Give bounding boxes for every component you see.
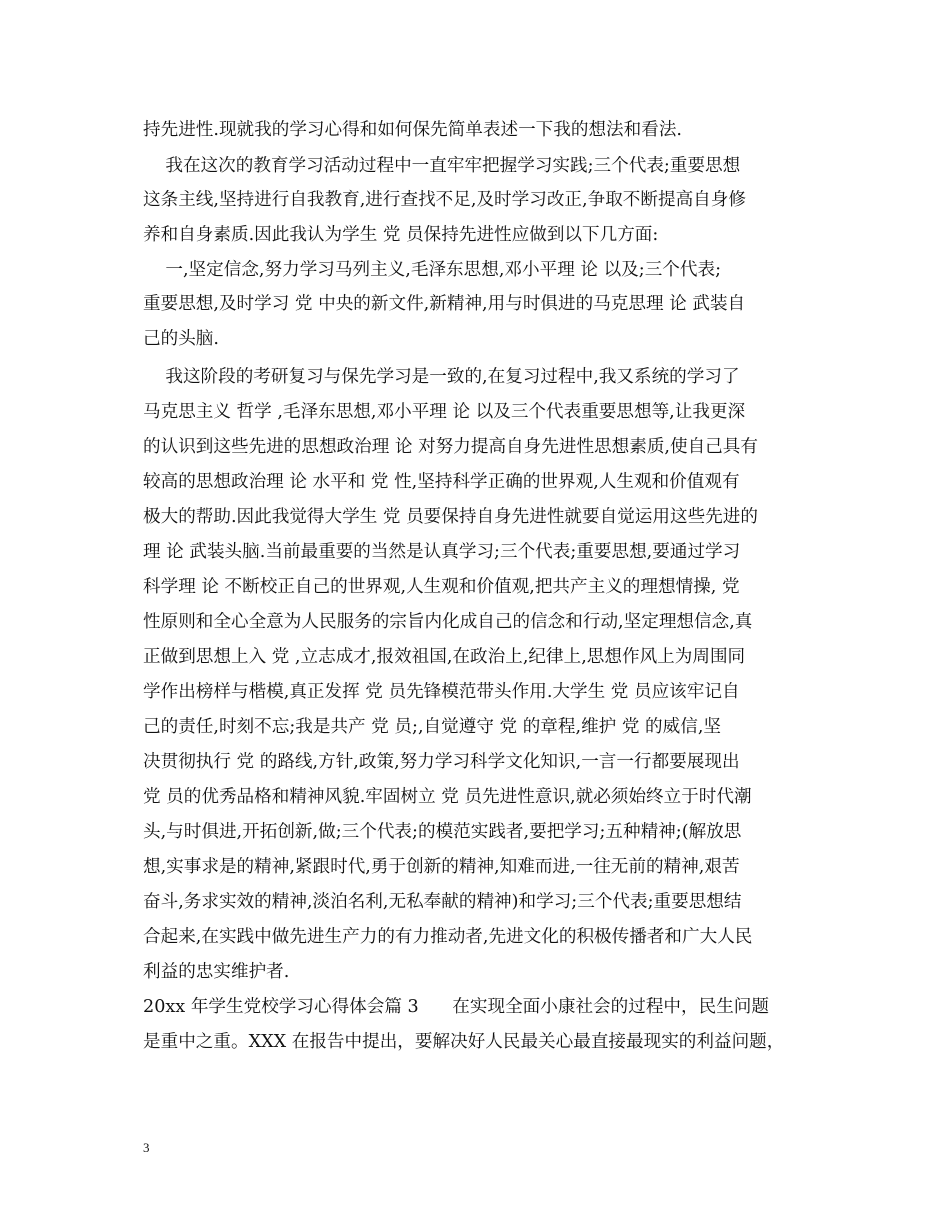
text-line: 学作出榜样与楷模,真正发挥 党 员先锋模范带头作用.大学生 党 员应该牢记自 bbox=[143, 682, 740, 702]
text-line: 己的责任,时刻不忘;我是共产 党 员;,自觉遵守 党 的章程,维护 党 的威信,坚 bbox=[143, 717, 722, 737]
text-line: 较高的思想政治理 论 水平和 党 性,坚持科学正确的世界观,人生观和价值观有 bbox=[143, 472, 740, 492]
text-line: 决贯彻执行 党 的路线,方针,政策,努力学习科学文化知识,一言一行都要展现出 bbox=[143, 752, 740, 772]
text-line: 极大的帮助.因此我觉得大学生 党 员要保持自身先进性就要自觉运用这些先进的 bbox=[143, 507, 758, 527]
text-line: 想,实事求是的精神,紧跟时代,勇于创新的精神,知难而进,一往无前的精神,艰苦 bbox=[143, 857, 740, 877]
page-number: 3 bbox=[143, 1140, 150, 1155]
text-line: 奋斗,务求实效的精神,淡泊名利,无私奉献的精神)和学习;三个代表;重要思想结 bbox=[143, 892, 742, 912]
text-line: 性原则和全心全意为人民服务的宗旨内化成自己的信念和行动,坚定理想信念,真 bbox=[143, 612, 753, 632]
text-line: 我这阶段的考研复习与保先学习是一致的,在复习过程中,我又系统的学习了 bbox=[143, 367, 740, 387]
text-line: 一,坚定信念,努力学习马列主义,毛泽东思想,邓小平理 论 以及;三个代表; bbox=[143, 260, 722, 280]
text-line: 合起来,在实践中做先进生产力的有力推动者,先进文化的积极传播者和广大人民 bbox=[143, 927, 753, 947]
text-line: 头,与时俱进,开拓创新,做;三个代表;的模范实践者,要把学习;五种精神;(解放思 bbox=[143, 822, 742, 842]
text-line: 己的头脑. bbox=[143, 329, 219, 349]
text-line: 我在这次的教育学习活动过程中一直牢牢把握学习实践;三个代表;重要思想 bbox=[143, 156, 741, 176]
text-line: 这条主线,坚持进行自我教育,进行查找不足,及时学习改正,争取不断提高自身修 bbox=[143, 190, 746, 210]
text-line: 持先进性.现就我的学习心得和如何保先简单表述一下我的想法和看法. bbox=[143, 120, 683, 140]
text-line: 20xx 年学生党校学习心得体会篇 3 在实现全面小康社会的过程中，民生问题 bbox=[143, 997, 769, 1017]
text-line: 养和自身素质.因此我认为学生 党 员保持先进性应做到以下几方面: bbox=[143, 225, 659, 245]
text-line: 利益的忠实维护者. bbox=[143, 962, 290, 982]
text-line: 理 论 武装头脑.当前最重要的当然是认真学习;三个代表;重要思想,要通过学习 bbox=[143, 542, 741, 562]
text-line: 是重中之重。XXX 在报告中提出，要解决好人民最关心最直接最现实的利益问题， bbox=[143, 1032, 785, 1052]
text-line: 的认识到这些先进的思想政治理 论 对努力提高自身先进性思想素质,使自己具有 bbox=[143, 437, 758, 457]
text-line: 科学理 论 不断校正自己的世界观,人生观和价值观,把共产主义的理想情操, 党 bbox=[143, 577, 740, 597]
text-line: 正做到思想上入 党 ,立志成才,报效祖国,在政治上,纪律上,思想作风上为周围同 bbox=[143, 647, 746, 667]
text-line: 党 员的优秀品格和精神风貌.牢固树立 党 员先进性意识,就必须始终立于时代潮 bbox=[143, 787, 752, 807]
text-line: 重要思想,及时学习 党 中央的新文件,新精神,用与时俱进的马克思理 论 武装自 bbox=[143, 294, 746, 314]
text-line: 马克思主义 哲学 ,毛泽东思想,邓小平理 论 以及三个代表重要思想等,让我更深 bbox=[143, 402, 746, 422]
